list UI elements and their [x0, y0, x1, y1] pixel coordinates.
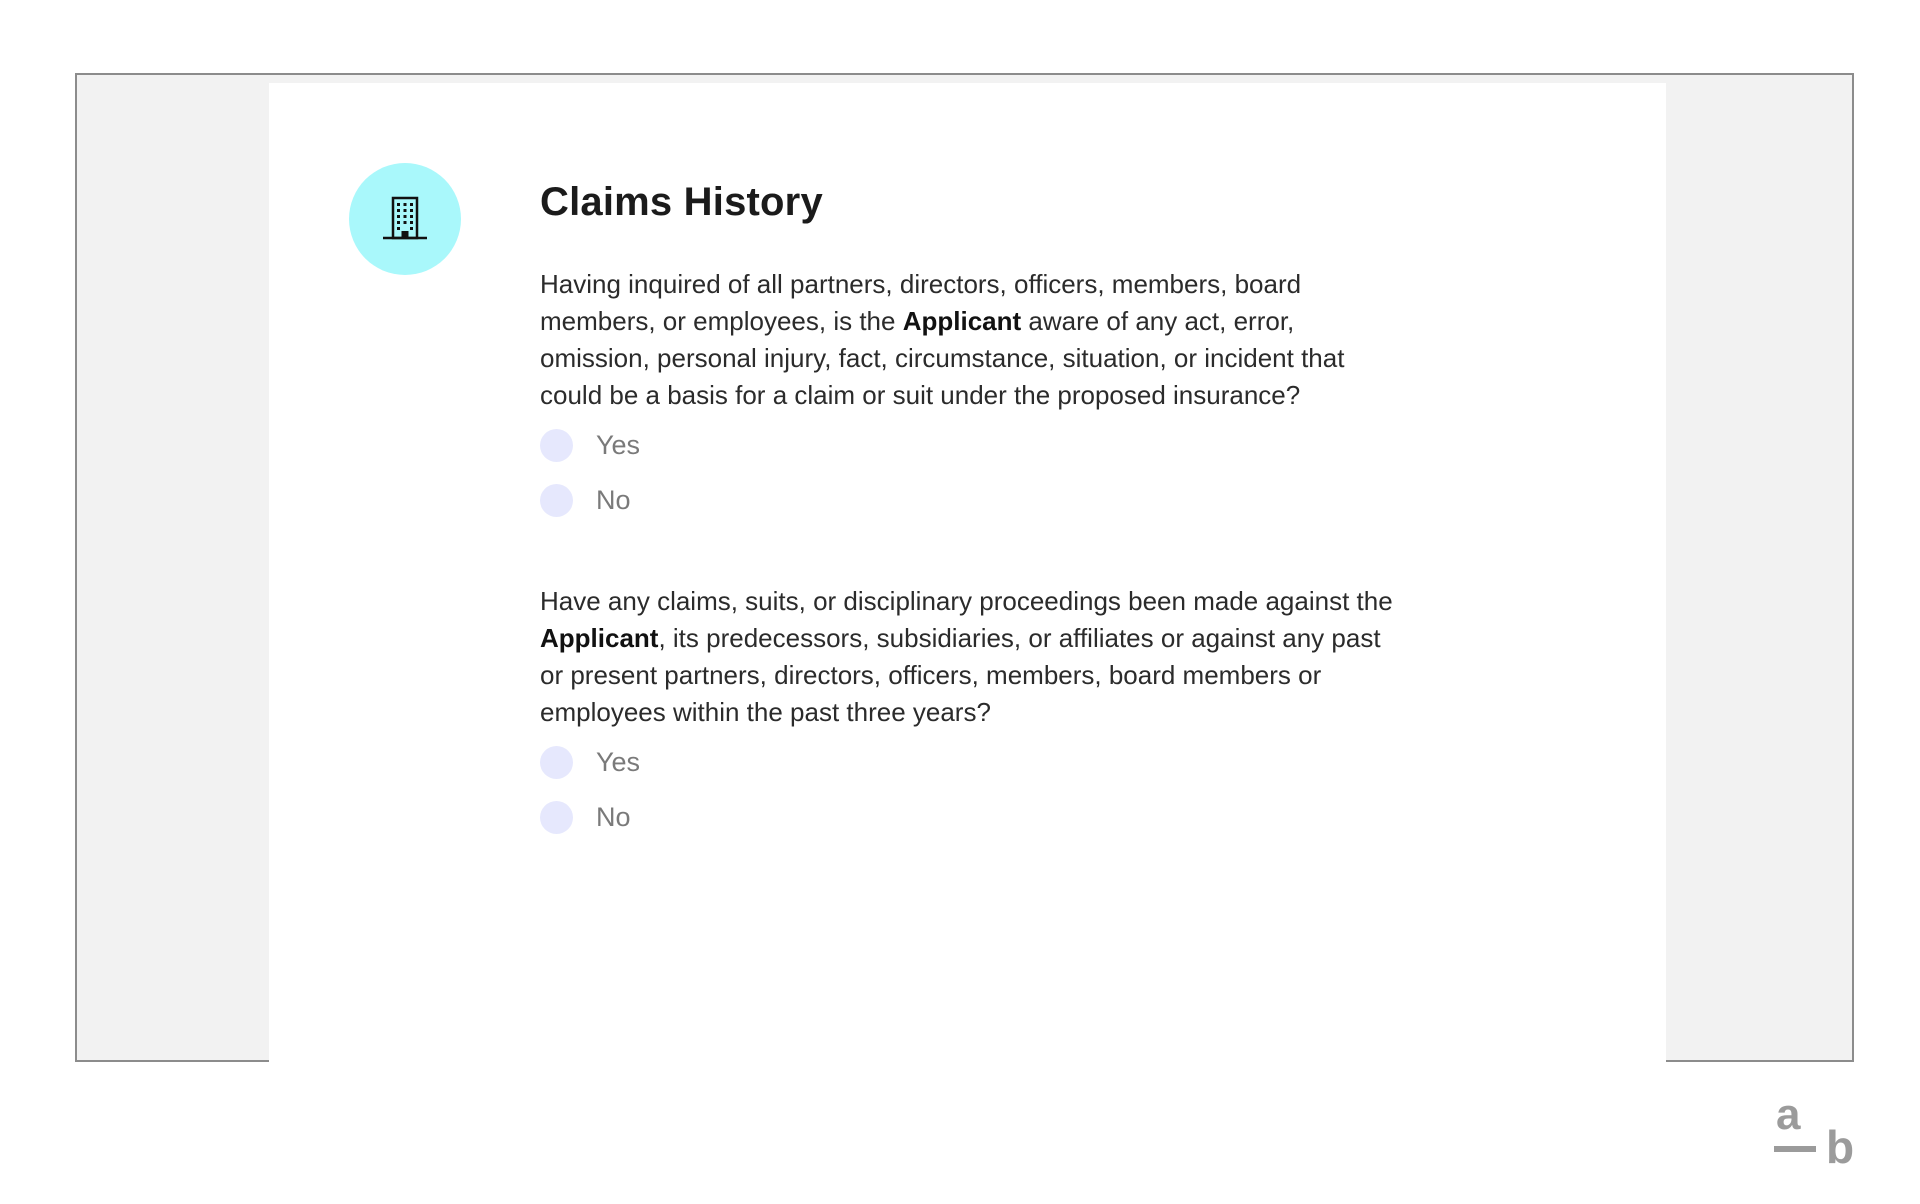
radio-label: No [596, 485, 631, 515]
building-icon [380, 194, 430, 244]
form-panel [269, 83, 1666, 1062]
form-frame [75, 73, 1854, 1062]
radio-group-q2 [540, 746, 1400, 834]
logo-letter-a: a [1776, 1090, 1801, 1139]
radio-label: Yes [596, 747, 641, 777]
radio-label: Yes [596, 430, 641, 460]
brand-logo [1774, 1090, 1855, 1173]
section-icon-badge [349, 163, 461, 275]
radio-option-no[interactable] [540, 484, 1400, 517]
radio-label: No [596, 802, 631, 832]
radio-option-yes[interactable] [540, 429, 1400, 462]
section-title: Claims History [540, 180, 823, 224]
logo-divider [1774, 1146, 1816, 1152]
radio-button[interactable] [540, 746, 573, 779]
question-block-2 [540, 583, 1400, 834]
question-text: Have any claims, suits, or disciplinary proceedings been made against the Applicant, its predecessors, subsidiaries, or affiliates or against any past or present partners, directors, officers, members, board members or employees within the past three years? [540, 586, 1393, 727]
radio-option-no[interactable] [540, 801, 1400, 834]
question-block-1 [540, 266, 1400, 517]
logo-letter-b: b [1826, 1121, 1855, 1173]
applicant-emphasis: Applicant [902, 306, 1022, 336]
radio-button[interactable] [540, 429, 573, 462]
form-content [540, 178, 1400, 856]
radio-button[interactable] [540, 801, 573, 834]
radio-option-yes[interactable] [540, 746, 1400, 779]
radio-group-q1 [540, 429, 1400, 517]
question-text: Having inquired of all partners, directors, officers, members, board members, or employees, is the Applicant aware of any act, error, omission, personal injury, fact, circumstance, situation, or incident that could be a basis for a claim or suit under the proposed insurance? [540, 269, 1345, 410]
applicant-emphasis: Applicant [540, 623, 659, 653]
radio-button[interactable] [540, 484, 573, 517]
